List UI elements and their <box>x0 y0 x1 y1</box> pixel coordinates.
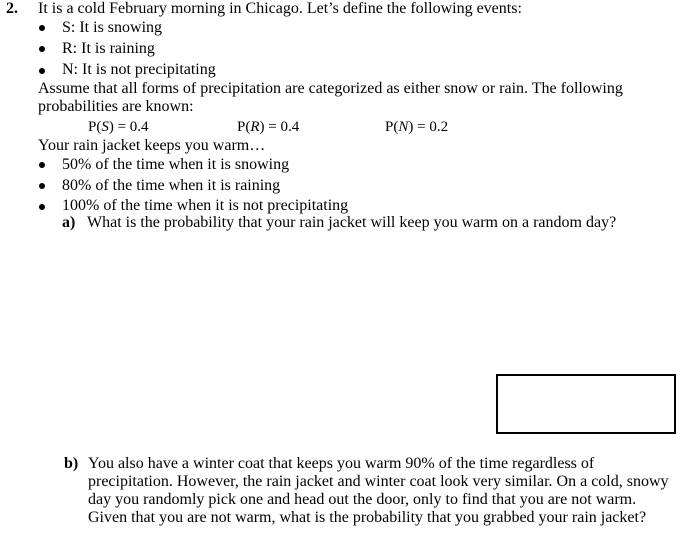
part-a-label: a) <box>62 214 76 231</box>
part-b <box>64 455 684 527</box>
event-s: S: It is snowing <box>62 19 163 36</box>
jacket-condition-none: 100% of the time when it is not precipitating <box>62 197 349 214</box>
jacket-condition-rain: 80% of the time when it is raining <box>62 177 281 194</box>
assumption-line-2: probabilities are known: <box>38 98 194 115</box>
part-b-text: You also have a winter coat that keeps you warm 90% of the time regardless of precipitation. However, the rain jacket and winter coat look very similar. On a cold, snowy day you randomly pick one and head out the door, only to find that you are not warm. Given that you are not warm, what is the probability that you grabbed your rain jacket? <box>88 455 669 526</box>
part-a-text: What is the probability that your rain jacket will keep you warm on a random day? <box>87 214 617 231</box>
prob-s: P(S) = 0.4 <box>88 119 149 135</box>
answer-box[interactable] <box>496 374 676 434</box>
bullet-icon <box>39 204 45 210</box>
bullet-icon <box>39 46 45 52</box>
question-number: 2. <box>6 0 18 17</box>
assumption-line-1: Assume that all forms of precipitation are categorized as either snow or rain. The following <box>38 80 623 97</box>
event-n: N: It is not precipitating <box>62 61 216 78</box>
part-b-label: b) <box>64 455 79 472</box>
bullet-icon <box>39 162 45 168</box>
jacket-condition-snow: 50% of the time when it is snowing <box>62 156 290 173</box>
bullet-icon <box>39 68 45 74</box>
event-r: R: It is raining <box>62 40 155 57</box>
bullet-icon <box>39 183 45 189</box>
prob-n: P(N) = 0.2 <box>385 119 449 135</box>
question-intro: It is a cold February morning in Chicago. Let’s define the following events: <box>38 0 522 17</box>
bullet-icon <box>39 25 45 31</box>
jacket-intro: Your rain jacket keeps you warm… <box>38 137 266 154</box>
prob-r: P(R) = 0.4 <box>237 119 300 135</box>
